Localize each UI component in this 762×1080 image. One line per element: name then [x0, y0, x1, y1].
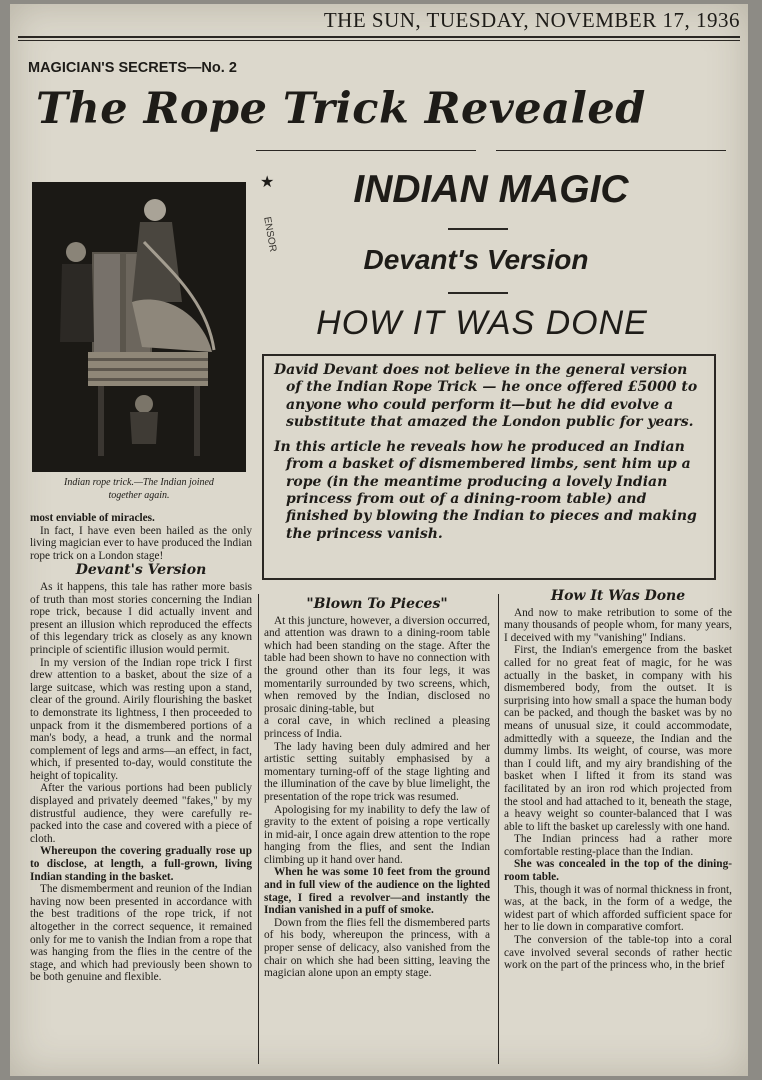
photo-caption	[32, 476, 246, 502]
intro-paragraph: In this article he reveals how he produced an Indian from a basket of dismembered limbs, sent him up a rope (in the meantime producing a lovely Indian princess from out of a dining-room table) and finished by blowing the Indian to pieces and making the princess vanish.	[274, 439, 697, 542]
subhead: Devant's Version	[75, 562, 207, 579]
paragraph: When he was some 10 feet from the ground and in full view of the audience on the lighted stage, I fired a revolver—and instantly the Indian vanished in a puff of smoke.	[264, 866, 490, 917]
caption-line: together again.	[108, 490, 170, 501]
series-label: MAGICIAN'S SECRETS—No. 2	[28, 60, 237, 76]
paragraph: Whereupon the covering gradually rose up to disclose, at length, a full-grown, living Indian standing in the basket.	[30, 845, 252, 883]
caption-line: Indian rope trick.—The Indian joined	[64, 477, 214, 488]
column-1	[30, 512, 252, 984]
paragraph: most enviable of miracles.	[30, 512, 155, 524]
intro-box	[262, 354, 716, 580]
paragraph: Down from the flies fell the dismembered parts of his body, whereupon the princess, with a proper sense of delicacy, also vanished from the chair on which she had been sitting, leaving the magician alone upon an empty stage.	[264, 916, 490, 980]
paragraph: She was concealed in the top of the dining-room table.	[504, 858, 732, 884]
star-ornament: ★	[260, 174, 275, 191]
headline-divider	[448, 292, 508, 294]
headline-divider	[448, 228, 508, 230]
masthead: THE SUN, TUESDAY, NOVEMBER 17, 1936	[323, 8, 740, 32]
headline-how-it-was-done: HOW IT WAS DONE	[316, 304, 648, 342]
paragraph: The lady having been duly admired and her artistic setting suitably emphasised by a momentary turning-off of the stage lighting and the illumination of the cave by blue limelight, the presentation of the rope trick was resumed.	[264, 740, 490, 803]
paragraph: The conversion of the table-top into a coral cave involved several seconds of rather hectic work on the part of the princess who, in the brief	[504, 934, 732, 972]
masthead-rule-thin	[18, 40, 740, 41]
paragraph: And now to make retribution to some of the many thousands of people whom, for many years, I deceived with my "vanishing" Indians.	[504, 606, 732, 644]
column-3	[504, 588, 732, 972]
headline-devants-version: Devant's Version	[363, 244, 589, 275]
paragraph: In fact, I have even been hailed as the only living magician ever to have produced the Indian rope trick on a London stage!	[30, 524, 252, 562]
column-divider	[498, 594, 499, 1064]
newspaper-page	[10, 4, 748, 1076]
paragraph: a coral cave, in which reclined a pleasing princess of India.	[264, 715, 490, 740]
headline-indian-magic: INDIAN MAGIC	[353, 168, 629, 211]
column-divider	[258, 594, 259, 1064]
paragraph: Apologising for my inability to defy the law of gravity to the extent of poising a rope vertically in mid-air, I once again drew attention to the rope hanging from the flies, and sent the Indian climbing up it hand over hand.	[264, 803, 490, 866]
photo-illustration	[32, 182, 246, 472]
paragraph: As it happens, this tale has rather more basis of truth than most stories concerning the Indian rope trick, because I did actually invent and present an illusion which reproduced the effects of this legendary trick as closely as any known principle of scientific illusion would permit.	[30, 580, 252, 656]
paragraph: This, though it was of normal thickness in front, was, at the back, in the form of a wedge, the widest part of which afforded sufficient space for her to lie down in comparative comfort.	[504, 883, 732, 934]
intro-paragraph: David Devant does not believe in the general version of the Indian Rope Trick — he once offered £5000 to anyone who could perform it—but he did evolve a substitute that amazed the London public for years.	[274, 362, 698, 430]
paragraph: At this juncture, however, a diversion occurred, and attention was drawn to a dining-room table which had been standing on the stage. After the table had been shown to have no connection with the ground other than its four legs, it was momentarily surrounded by two screens, which, when removed by the Indian, disclosed no prosaic dining-table, but	[264, 614, 490, 715]
masthead-rule	[18, 36, 740, 38]
paragraph: After the various portions had been publicly displayed and privately deemed "fakes," by my distrustful audience, they were carefully re-packed into the case and covered with a piece of cloth.	[30, 782, 252, 845]
title-rule-right	[496, 150, 726, 151]
title-rule-left	[256, 150, 476, 151]
article-title: The Rope Trick Revealed	[36, 84, 646, 134]
rope-trick-photo	[32, 182, 246, 472]
censor-stamp: ENSOR	[261, 216, 279, 253]
paragraph: In my version of the Indian rope trick I first drew attention to a basket, about the size of a large suitcase, which was resting upon a stand, clear of the ground. Airily flourishing the basket to demonstrate its lightness, I then proceeded to unpack from it the dismembered portions of a man's body, a head, a trunk and the normal complement of legs and arms—an effect, in fact, which, if presented to-day, would constitute the height of topicality.	[30, 656, 252, 782]
paragraph: The Indian princess had a rather more comfortable resting-place than the Indian.	[504, 833, 732, 858]
subhead: How It Was Done	[550, 588, 686, 604]
paragraph: First, the Indian's emergence from the basket called for no great feat of magic, for he was actually in the basket, in company with his dismembered body, from the outset. It is surprising into how small a space the human body can be packed, and though the basket was by no means of unusual size, it could accommodate, admittedly with a squeeze, the Indian and the dummy limbs. Its weight, of course, was more than I could lift, and my airy brandishing of the basket when I lifted it from its stand was facilitated by an iron rod which projected from the stool and had attached to it, beneath the stage, a heavy weight so counter-balanced that I was able to lift the basket up carelessly with one hand.	[504, 644, 732, 833]
column-2	[264, 596, 490, 980]
subhead: "Blown To Pieces"	[306, 596, 448, 612]
paragraph: The dismemberment and reunion of the Indian having now been presented in accordance with the best traditions of the rope trick, if not altogether in the correct sequence, it remained only for me to vanish the Indian from a rope that was hanging from the flies in the centre of the stage, and which had previously been shown to be both genuine and flexible.	[30, 883, 252, 984]
